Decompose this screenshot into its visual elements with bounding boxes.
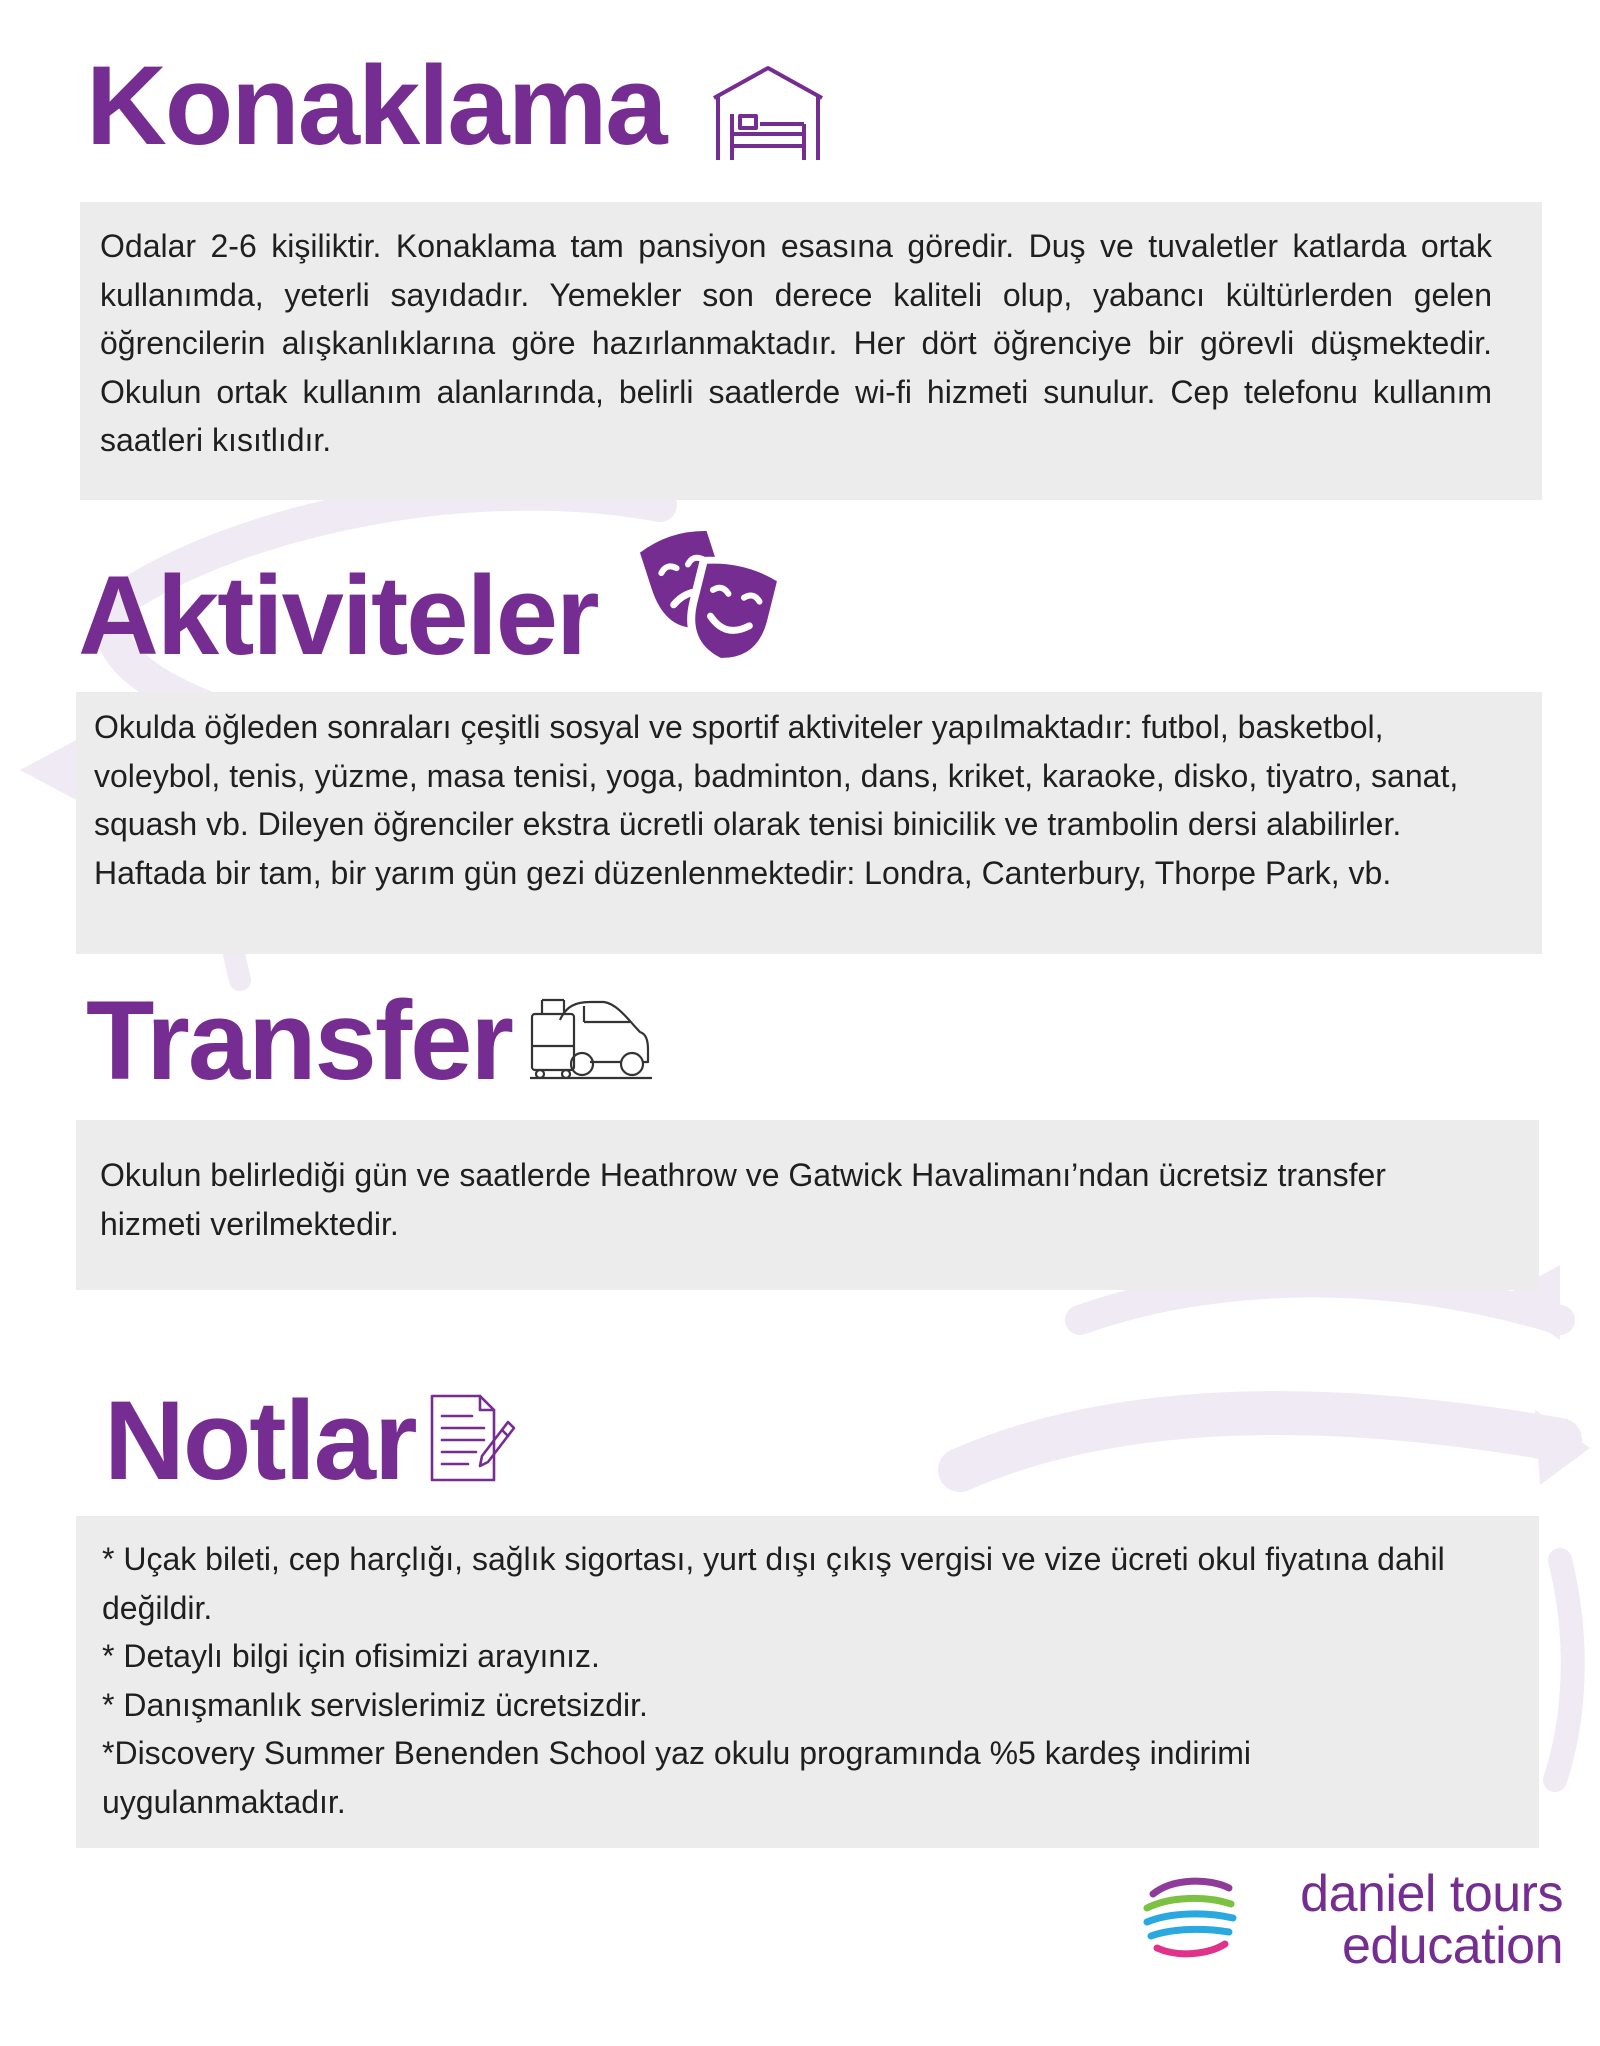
notlar-text (102, 1535, 1502, 1826)
logo-line-1: daniel tours (1300, 1865, 1563, 1923)
notlar-item: * Uçak bileti, cep harçlığı, sağlık sigortası, yurt dışı çıkış vergisi ve vize ücreti okul fiyatına dahil değildir. (102, 1541, 1445, 1626)
notlar-item: * Detaylı bilgi için ofisimizi arayınız. (102, 1638, 600, 1674)
theater-masks-icon (640, 528, 780, 666)
section-title-aktiviteler: Aktiviteler (78, 553, 598, 678)
section-title-konaklama: Konaklama (86, 43, 666, 168)
notlar-item: * Danışmanlık servislerimiz ücretsizdir. (102, 1686, 648, 1723)
bed-house-icon (710, 64, 826, 164)
section-title-notlar: Notlar (104, 1378, 416, 1503)
konaklama-text: Odalar 2-6 kişiliktir. Konaklama tam pansiyon esasına göredir. Duş ve tuvaletler katlarda ortak kullanımda, yeterli sayıdadır. Yemekler son derece kaliteli olup, yabancı kültürlerden gelen öğrencilerin alışkanlıklarına göre hazırlanmaktadır. Her dört öğrenciye bir görevli düşmektedir. Okulun ortak kullanım alanlarında, belirli saatlerde wi-fi hizmeti sunulur. Cep telefonu kullanım saatleri kısıtlıdır. (100, 228, 1492, 458)
notepad-pencil-icon (428, 1392, 518, 1484)
aktiviteler-paragraph: Okulda öğleden sonraları çeşitli sosyal ve sportif aktiviteler yapılmaktadır: futbol, basketbol, voleybol, tenis, yüzme, masa tenisi, yoga, badminton, dans, kriket, karaoke, disko, tiyatro, sanat, squash vb. Dileyen öğrenciler ekstra ücretli olarak tenisi binicilik ve trambolin dersi alabilirler. (94, 709, 1459, 842)
brand-logo (1143, 1865, 1563, 1978)
swirl-logo-icon (1143, 1874, 1237, 1960)
aktiviteler-text (94, 703, 1514, 897)
transfer-text: Okulun belirlediği gün ve saatlerde Heathrow ve Gatwick Havalimanı’ndan ücretsiz transfer hizmeti verilmektedir. (100, 1157, 1386, 1242)
logo-line-2: education (1341, 1917, 1563, 1975)
section-title-transfer: Transfer (86, 978, 512, 1103)
notlar-item: *Discovery Summer Benenden School yaz okulu programında %5 kardeş indirimi uygulanmaktadır. (102, 1735, 1251, 1820)
logo-wordmark (1300, 1865, 1563, 1975)
car-luggage-icon (530, 996, 652, 1080)
aktiviteler-paragraph: Haftada bir tam, bir yarım gün gezi düzenlenmektedir: Londra, Canterbury, Thorpe Park, vb. (94, 854, 1392, 891)
